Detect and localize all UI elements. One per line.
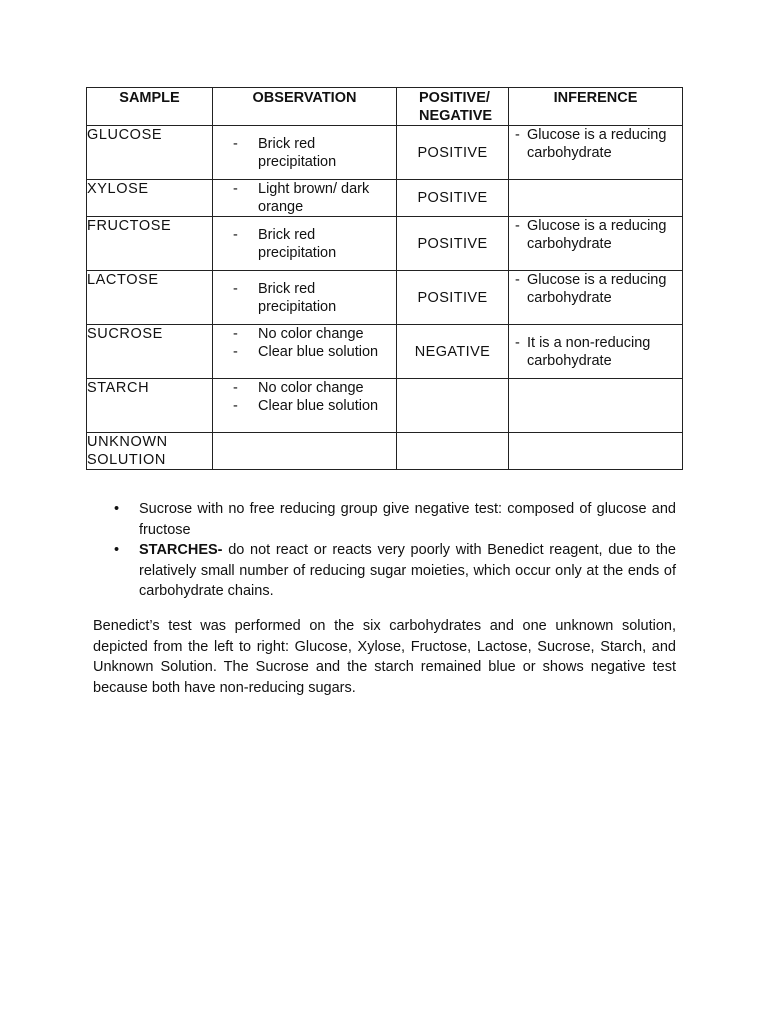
observation-cell (213, 126, 397, 180)
benedict-results-table (86, 87, 683, 470)
observation-cell (213, 180, 397, 217)
inference-cell (509, 433, 683, 470)
observation-cell (213, 217, 397, 271)
table-row (87, 379, 683, 433)
table-row (87, 217, 683, 271)
inference-cell (509, 379, 683, 433)
table-row (87, 180, 683, 217)
sample-cell: FRUCTOSE (87, 217, 213, 271)
table-row (87, 433, 683, 470)
sample-cell: LACTOSE (87, 271, 213, 325)
observation-item: - No color change (213, 379, 396, 397)
bullet-item (114, 499, 676, 540)
result-cell: POSITIVE (397, 126, 509, 180)
observation-cell (213, 325, 397, 379)
observation-item: - Clear blue solution (213, 343, 396, 361)
result-cell: POSITIVE (397, 180, 509, 217)
sample-cell: GLUCOSE (87, 126, 213, 180)
inference-item: - Glucose is a reducing carbohydrate (509, 126, 682, 162)
inference-cell (509, 126, 683, 180)
result-cell: POSITIVE (397, 217, 509, 271)
sample-cell: XYLOSE (87, 180, 213, 217)
observation-item: - Brick red precipitation (213, 135, 396, 171)
table-row (87, 271, 683, 325)
inference-item: - It is a non-reducing carbohydrate (509, 334, 682, 370)
observation-cell (213, 379, 397, 433)
sample-cell: SUCROSE (87, 325, 213, 379)
bullet-item (114, 540, 676, 602)
observation-cell (213, 433, 397, 470)
sample-cell: UNKNOWN SOLUTION (87, 433, 213, 470)
header-inference: INFERENCE (509, 88, 683, 126)
result-cell (397, 433, 509, 470)
table-header-row (87, 88, 683, 126)
inference-item: - Glucose is a reducing carbohydrate (509, 217, 682, 253)
inference-cell (509, 325, 683, 379)
inference-cell (509, 180, 683, 217)
inference-cell (509, 217, 683, 271)
observation-item: - Clear blue solution (213, 397, 396, 415)
notes-bullet-list (114, 499, 676, 602)
result-cell: NEGATIVE (397, 325, 509, 379)
summary-paragraph: Benedict’s test was performed on the six carbohydrates and one unknown solution, depicted from the left to right: Glucose, Xylose, Fructose, Lactose, Sucrose, Starch, and Unknown Solution. The Sucrose and the starch remained blue or shows negative test because both have non-reducing sugars. (93, 618, 676, 696)
observation-item: - Brick red precipitation (213, 280, 396, 316)
result-cell: POSITIVE (397, 271, 509, 325)
header-positive-negative: POSITIVE/ NEGATIVE (397, 88, 509, 126)
inference-cell (509, 271, 683, 325)
inference-item: - Glucose is a reducing carbohydrate (509, 271, 682, 307)
observation-item: - Light brown/ dark orange (213, 180, 396, 216)
bullet-text: Sucrose with no free reducing group give negative test: composed of glucose and fructose (139, 501, 676, 538)
observation-item: - Brick red precipitation (213, 226, 396, 262)
table-row (87, 325, 683, 379)
header-observation: OBSERVATION (213, 88, 397, 126)
bullet-text: do not react or reacts very poorly with Benedict reagent, due to the relatively small number of reducing sugar moieties, which occur only at the ends of carbohydrate chains. (139, 542, 676, 599)
table-row (87, 126, 683, 180)
observation-cell (213, 271, 397, 325)
result-cell (397, 379, 509, 433)
sample-cell: STARCH (87, 379, 213, 433)
header-sample: SAMPLE (87, 88, 213, 126)
bullet-bold-term: STARCHES- (139, 542, 223, 558)
observation-item: - No color change (213, 325, 396, 343)
